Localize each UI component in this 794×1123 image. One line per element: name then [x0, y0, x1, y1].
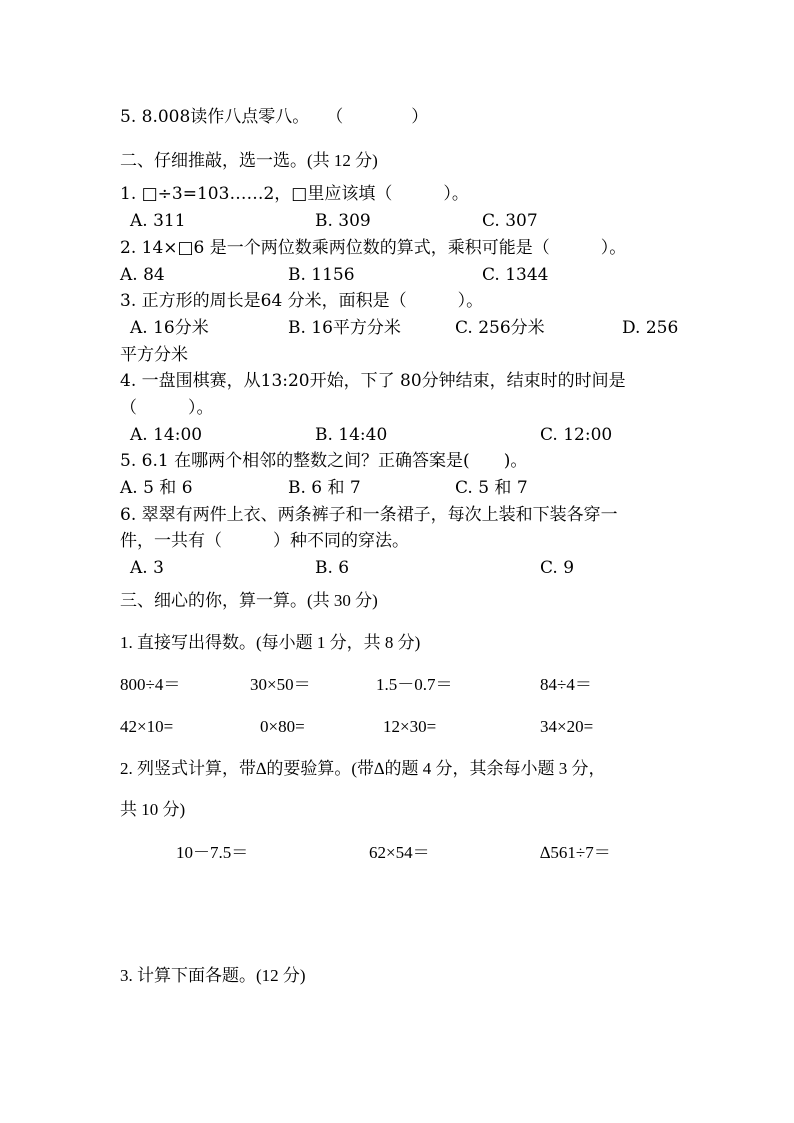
- mc-question-6: 6. 翠翠有两件上衣、两条裤子和一条裙子，每次上装和下装各穿一: [120, 505, 618, 525]
- mc-question-5: 5. 6.1 在哪两个相邻的整数之间？正确答案是( )。: [120, 451, 528, 471]
- part-1-title: 1. 直接写出得数。(每小题 1 分，共 8 分): [120, 633, 421, 652]
- mc-question-3: 3. 正方形的周长是64 分米，面积是（ ）。: [120, 291, 484, 311]
- section-2-heading: 二、仔细推敲，选一选。(共 12 分): [120, 151, 378, 170]
- option-c: C. 12:00: [540, 425, 613, 445]
- option-c: C. 256分米: [455, 318, 545, 338]
- option-d-continued: 平方分米: [120, 345, 188, 365]
- option-a: A. 3: [130, 558, 164, 578]
- part-3-title: 3. 计算下面各题。(12 分): [120, 966, 306, 985]
- option-a: A. 311: [130, 211, 186, 231]
- option-a: A. 16分米: [130, 318, 209, 338]
- option-c: C. 5 和 7: [455, 478, 528, 498]
- mc-question-4: 4. 一盘围棋赛，从13:20开始，下了 80分钟结束，结束时的时间是: [120, 371, 626, 391]
- option-b: B. 309: [315, 211, 371, 231]
- oral-calc-item: 84÷4＝: [540, 675, 592, 694]
- option-b: B. 16平方分米: [288, 318, 401, 338]
- oral-calc-item: 30×50＝: [250, 675, 311, 694]
- option-d: D. 256: [622, 318, 679, 338]
- question-5-true-false: 5. 8.008读作八点零八。 （ ）: [120, 107, 429, 127]
- option-b: B. 14:40: [315, 425, 388, 445]
- option-c: C. 9: [540, 558, 575, 578]
- vertical-calc-item: 62×54＝: [369, 843, 430, 862]
- oral-calc-item: 0×80=: [260, 717, 305, 736]
- section-3-heading: 三、细心的你，算一算。(共 30 分): [120, 591, 378, 610]
- option-a: A. 14:00: [130, 425, 203, 445]
- mc-question-2: 2. 14×□6 是一个两位数乘两位数的算式，乘积可能是（ ）。: [120, 238, 627, 258]
- mc-question-4-continued: （ ）。: [120, 398, 214, 418]
- option-c: C. 1344: [482, 265, 549, 285]
- oral-calc-item: 34×20=: [540, 717, 594, 736]
- option-b: B. 1156: [288, 265, 355, 285]
- option-a: A. 5 和 6: [120, 478, 193, 498]
- oral-calc-item: 800÷4＝: [120, 675, 181, 694]
- option-c: C. 307: [482, 211, 538, 231]
- option-b: B. 6: [315, 558, 350, 578]
- oral-calc-item: 12×30=: [383, 717, 437, 736]
- oral-calc-item: 42×10=: [120, 717, 174, 736]
- oral-calc-item: 1.5－0.7＝: [376, 675, 453, 694]
- mc-question-6-continued: 件，一共有（ ）种不同的穿法。: [120, 531, 409, 551]
- option-a: A. 84: [120, 265, 165, 285]
- option-b: B. 6 和 7: [288, 478, 361, 498]
- vertical-calc-item: ∆561÷7＝: [540, 843, 611, 862]
- part-2-title-continued: 共 10 分): [120, 800, 186, 819]
- vertical-calc-item: 10－7.5＝: [176, 843, 249, 862]
- mc-question-1: 1. □÷3=103……2，□里应该填（ ）。: [120, 184, 469, 204]
- part-2-title: 2. 列竖式计算，带∆的要验算。(带∆的题 4 分，其余每小题 3 分，: [120, 759, 606, 778]
